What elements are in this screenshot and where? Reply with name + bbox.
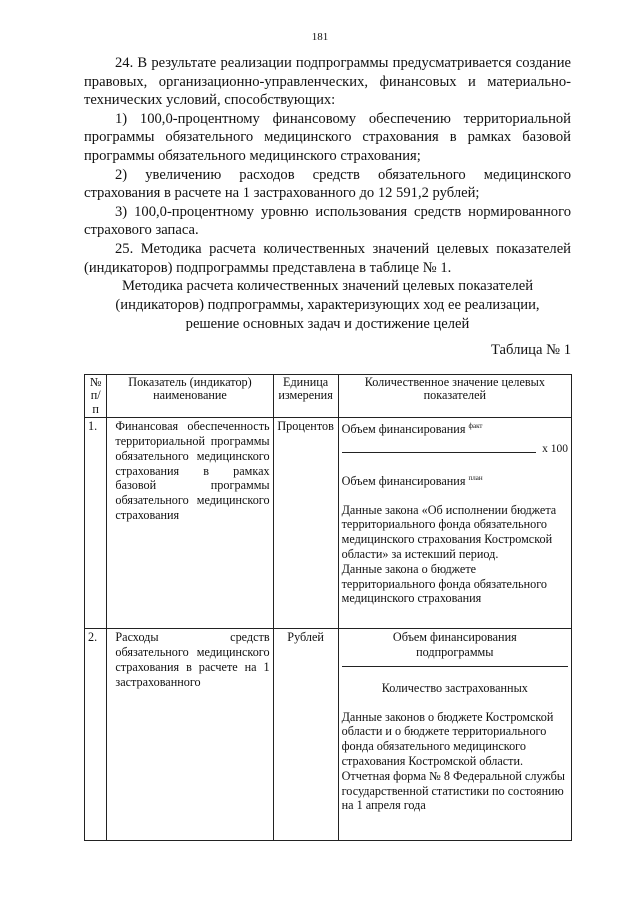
row-1-denominator-sup: план [468,473,483,482]
row-2-unit: Рублей [273,629,338,841]
row-2-source-1: Данные законов о бюджете Костромской области и о бюджете территориального фонда обязательного медицинского страхования Костромской области. [341,709,554,768]
row-2-formula [338,629,571,841]
row-2-denominator: Количество застрахованных [381,680,528,695]
row-1-source-2: Данные закона о бюджете территориального фонда обязательного медицинского страхования [341,561,547,606]
row-1-denominator-text: Объем финансирования [341,473,466,488]
header-number-line-2: п/п [90,388,101,416]
header-value [338,375,571,418]
row-1-numerator-text: Объем финансирования [341,422,466,437]
page-number: 181 [311,31,329,43]
method-title [84,277,571,334]
row-1-numerator-sup: факт [468,422,483,431]
header-indicator-line-2: наименование [153,388,227,403]
row-1-indicator: Финансовая обеспеченность территориальной программы обязательного медицинского страхования в рамках базовой программы обязательного медицинского страхования [107,418,273,629]
row-2-numerator-line-2: подпрограммы [416,645,494,660]
table-label: Таблица № 1 [491,342,571,358]
method-title-line-1: Методика расчета количественных значений целевых показателей [121,278,534,294]
row-2-indicator-first-line: Расходы средств [115,630,270,645]
row-2-source-2: Отчетная форма № 8 Федеральной службы государственной статистики по состоянию на 1 апреля года [341,768,565,813]
table-row [85,629,572,841]
row-1-fraction-line [342,451,537,453]
header-number [85,375,107,418]
header-value-line-2: показателей [423,388,487,403]
row-2-number: 2. [85,629,107,841]
row-1-numerator [342,419,568,437]
header-number-line-1: № [89,375,102,389]
header-unit [273,375,338,418]
body-text [84,54,571,277]
row-1-unit: Процентов [273,418,338,629]
method-title-line-3: решение основных задач и достижение целей [185,316,470,332]
header-unit-line-2: измерения [278,388,333,403]
row-1-fraction-rule [342,442,568,457]
indicators-table [84,374,572,841]
paragraph-24-item-1: 1) 100,0-процентному финансовому обеспечению территориальной программы обязательного медицинского страхования в рамках базовой программы обязательного медицинского страхования; [84,110,571,164]
row-2-numerator-line-1: Объем финансирования [392,630,517,645]
row-2-indicator-rest: обязательного медицинского страхования в расчете на 1 застрахованного [115,645,270,689]
row-1-multiplier: х 100 [542,443,568,456]
row-1-number: 1. [85,418,107,629]
header-unit-line-1: Единица [283,375,329,389]
paragraph-24-intro: 24. В результате реализации подпрограммы предусматривается создание правовых, организационно-управленческих, финансовых и материально-технических условий, способствующих: [84,55,571,109]
row-1-formula [338,418,571,629]
header-indicator-line-1: Показатель (индикатор) [128,375,252,389]
paragraph-24-item-3: 3) 100,0-процентному уровню использования средств нормированного страхового запаса. [84,203,571,239]
header-indicator [107,375,273,418]
row-1-denominator [342,471,568,489]
row-2-indicator [107,629,273,841]
header-value-line-1: Количественное значение целевых [364,375,545,389]
row-1-source-1: Данные закона «Об исполнении бюджета территориального фонда обязательного медицинского страхования Костромской области» за истекший период. [341,502,557,561]
paragraph-25: 25. Методика расчета количественных значений целевых показателей (индикаторов) подпрограммы представлена в таблице № 1. [84,240,571,276]
method-title-line-2: (индикаторов) подпрограммы, характеризующих ход ее реализации, [115,297,540,313]
paragraph-24-item-2: 2) увеличению расходов средств обязательного медицинского страхования в расчете на 1 застрахованного до 12 591,2 рублей; [84,166,571,202]
table-row [85,418,572,629]
table-header-row [85,375,572,418]
